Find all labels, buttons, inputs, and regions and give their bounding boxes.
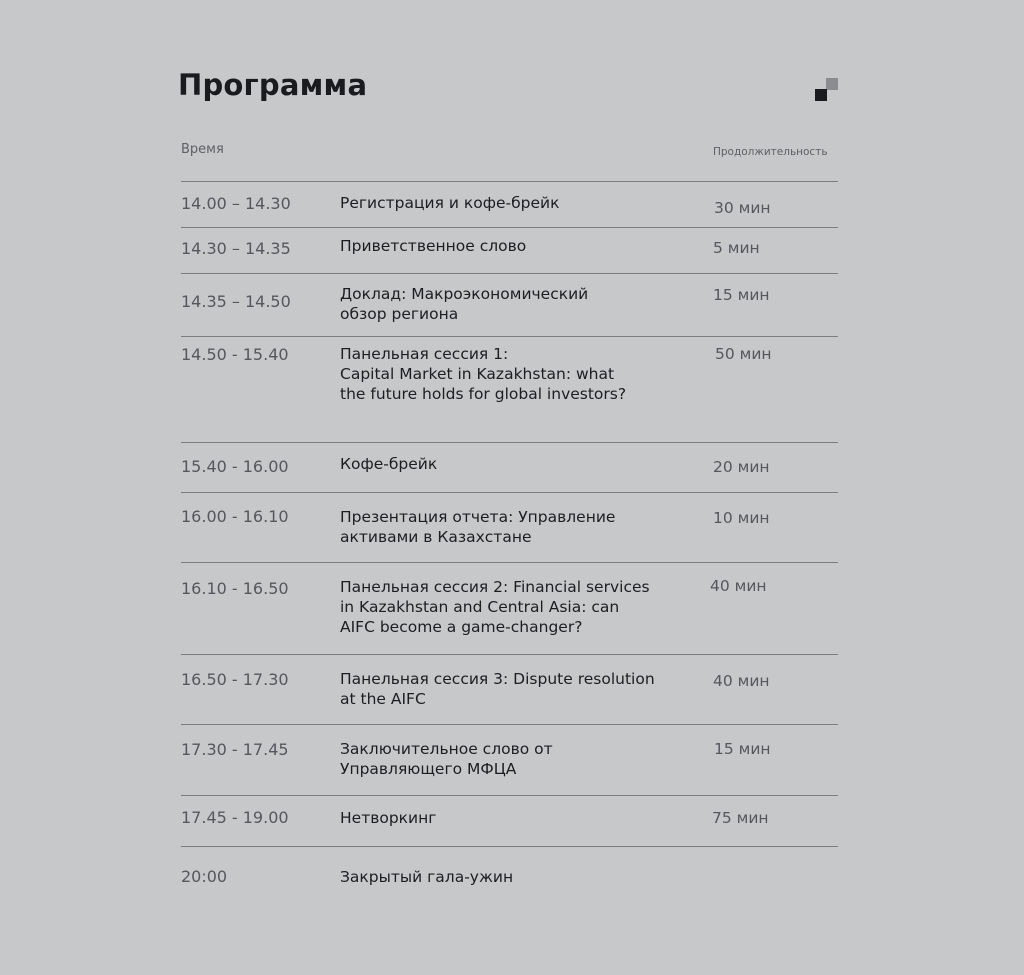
- row-time: 16.00 - 16.10: [181, 507, 289, 526]
- row-duration: 10 мин: [713, 509, 770, 527]
- row-duration: 40 мин: [713, 672, 770, 690]
- row-event: Закрытый гала-ужин: [340, 868, 514, 886]
- row-time: 16.10 - 16.50: [181, 579, 289, 598]
- schedule-row: [181, 442, 838, 492]
- row-event: Панельная сессия 2: Financial services in Kazakhstan and Central Asia: can AIFC become a game-changer?: [340, 578, 650, 636]
- row-event: Презентация отчета: Управление активами в Казахстане: [340, 508, 616, 546]
- column-header-duration: Продолжительность: [713, 146, 828, 158]
- schedule-row: [181, 562, 838, 654]
- row-time: 17.30 - 17.45: [181, 740, 289, 759]
- row-event: Панельная сессия 3: Dispute resolution at the AIFC: [340, 670, 655, 708]
- row-duration: 40 мин: [710, 577, 767, 595]
- row-duration: 50 мин: [715, 345, 772, 363]
- column-header-time: Время: [181, 142, 224, 157]
- row-event: Нетворкинг: [340, 809, 437, 827]
- schedule-row: [181, 654, 838, 724]
- schedule-row: [181, 846, 838, 896]
- row-duration: 30 мин: [714, 199, 771, 217]
- row-time: 14.00 – 14.30: [181, 194, 291, 213]
- row-time: 16.50 - 17.30: [181, 670, 289, 689]
- schedule-row: [181, 795, 838, 846]
- row-event: Приветственное слово: [340, 237, 527, 255]
- row-event: Доклад: Макроэкономический обзор региона: [340, 285, 589, 323]
- schedule-row: [181, 181, 838, 227]
- page-title: Программа: [178, 68, 368, 102]
- row-duration: 20 мин: [713, 458, 770, 476]
- row-time: 17.45 - 19.00: [181, 808, 289, 827]
- logo-square-light: [826, 78, 838, 90]
- row-time: 20:00: [181, 867, 228, 886]
- schedule-row: [181, 492, 838, 562]
- schedule-row: [181, 724, 838, 795]
- row-duration: 5 мин: [713, 239, 760, 257]
- row-time: 15.40 - 16.00: [181, 457, 289, 476]
- row-event: Панельная сессия 1: Capital Market in Kazakhstan: what the future holds for global investors?: [340, 345, 627, 403]
- row-event: Заключительное слово от Управляющего МФЦА: [340, 740, 553, 778]
- schedule-row: [181, 336, 838, 442]
- row-duration: 15 мин: [713, 286, 770, 304]
- row-event: Кофе-брейк: [340, 455, 438, 473]
- row-event: Регистрация и кофе-брейк: [340, 194, 560, 212]
- schedule-row: [181, 227, 838, 273]
- row-time: 14.50 - 15.40: [181, 345, 289, 364]
- logo-squares-icon: [815, 78, 838, 101]
- schedule-table: [181, 181, 838, 896]
- logo-square-dark: [815, 89, 827, 101]
- row-time: 14.30 – 14.35: [181, 239, 291, 258]
- row-duration: 75 мин: [712, 809, 769, 827]
- row-time: 14.35 – 14.50: [181, 292, 291, 311]
- schedule-row: [181, 273, 838, 336]
- row-duration: 15 мин: [714, 740, 771, 758]
